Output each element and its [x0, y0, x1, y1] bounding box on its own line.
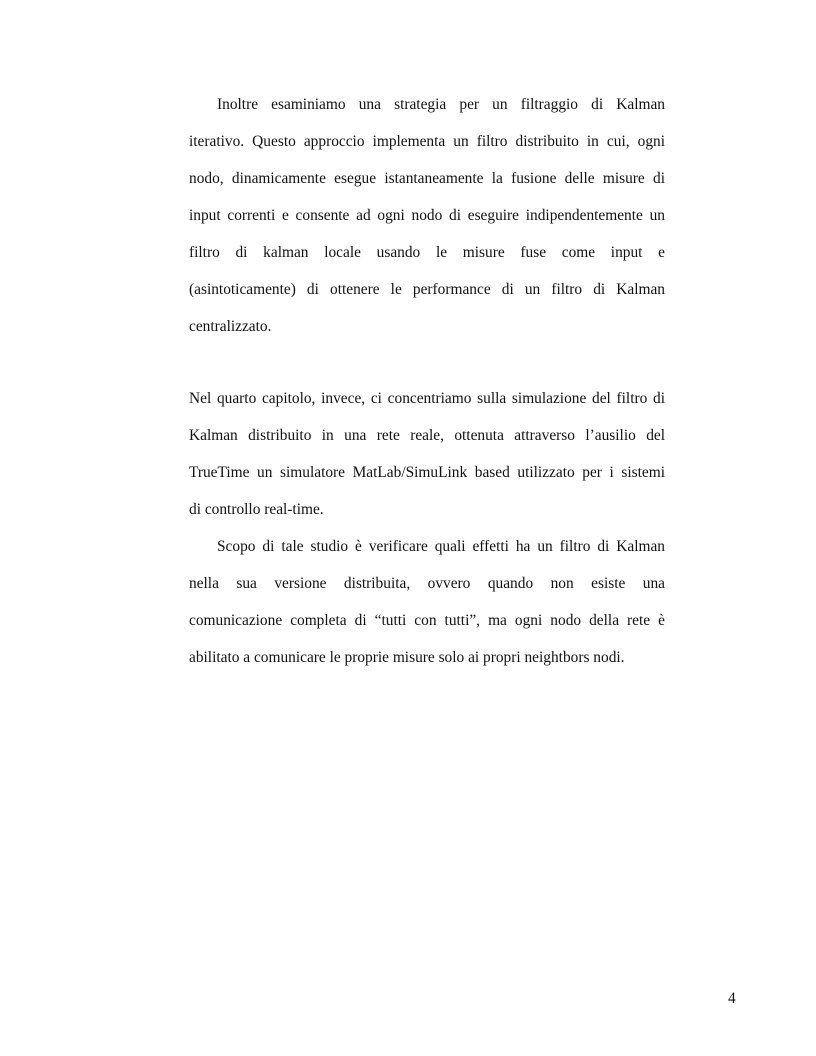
paragraph-line: filtro di kalman locale usando le misure fuse come input e	[189, 244, 665, 261]
paragraph-fourth-chapter	[189, 390, 665, 538]
paragraph-line: Nel quarto capitolo, invece, ci concentriamo sulla simulazione del filtro di	[189, 390, 665, 407]
paragraph-study-purpose	[189, 538, 665, 686]
paragraph-iterative-kalman	[189, 96, 665, 355]
paragraph-line: Inoltre esaminiamo una strategia per un filtraggio di Kalman	[217, 96, 665, 113]
paragraph-line: TrueTime un simulatore MatLab/SimuLink based utilizzato per i sistemi	[189, 464, 665, 481]
paragraph-line: iterativo. Questo approccio implementa un filtro distribuito in cui, ogni	[189, 133, 665, 150]
paragraph-line: Scopo di tale studio è verificare quali effetti ha un filtro di Kalman	[217, 538, 665, 555]
page-number: 4	[728, 990, 736, 1007]
paragraph-line: nodo, dinamicamente esegue istantaneamente la fusione delle misure di	[189, 170, 665, 187]
paragraph-line: nella sua versione distribuita, ovvero quando non esiste una	[189, 575, 665, 592]
paragraph-line: (asintoticamente) di ottenere le performance di un filtro di Kalman	[189, 281, 665, 298]
paragraph-line: Kalman distribuito in una rete reale, ottenuta attraverso l’ausilio del	[189, 427, 665, 444]
paragraph-line: abilitato a comunicare le proprie misure solo ai propri neightbors nodi.	[189, 649, 625, 666]
paragraph-line: di controllo real-time.	[189, 501, 324, 518]
paragraph-line: input correnti e consente ad ogni nodo di eseguire indipendentemente un	[189, 207, 665, 224]
paragraph-line: centralizzato.	[189, 318, 272, 335]
paragraph-line: comunicazione completa di “tutti con tutti”, ma ogni nodo della rete è	[189, 612, 665, 629]
